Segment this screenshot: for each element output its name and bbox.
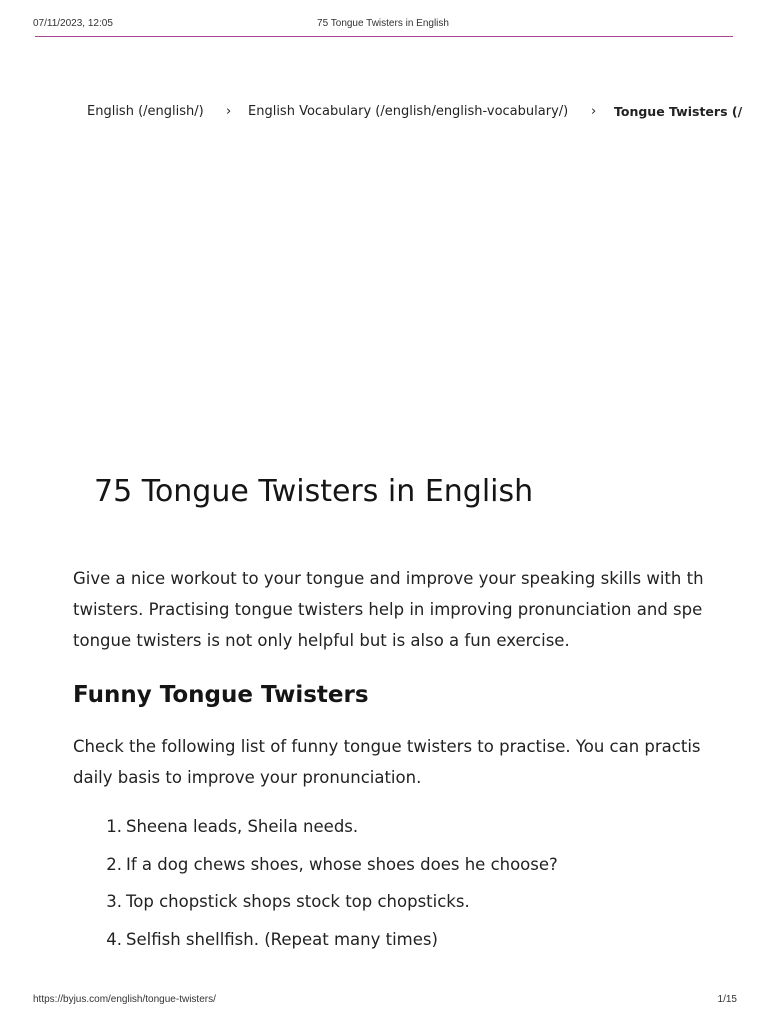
list-item-text: If a dog chews shoes, whose shoes does he choose? <box>126 854 558 874</box>
list-item-number: 4. <box>106 929 122 949</box>
intro-line: twisters. Practising tongue twisters help in improving pronunciation and spe <box>73 600 703 619</box>
list-item-text: Selfish shellfish. (Repeat many times) <box>126 929 438 949</box>
breadcrumb-chevron-icon: › <box>591 104 597 119</box>
print-page-number: 1/15 <box>717 994 737 1005</box>
breadcrumb-link-english-vocabulary[interactable]: English Vocabulary (/english/english-vocabulary/) <box>248 104 569 119</box>
header-divider <box>35 36 733 37</box>
list-item <box>73 814 768 852</box>
intro-line: tongue twisters is not only helpful but is also a fun exercise. <box>73 631 570 650</box>
print-datetime: 07/11/2023, 12:05 <box>33 18 113 29</box>
list-item-number: 2. <box>106 854 122 874</box>
list-item-number: 3. <box>106 892 122 911</box>
breadcrumb-chevron-icon: › <box>226 104 232 119</box>
intro-line: Give a nice workout to your tongue and improve your speaking skills with th <box>73 569 704 588</box>
breadcrumb-current-page[interactable]: Tongue Twisters (/ <box>614 104 743 119</box>
intro-paragraph <box>73 563 768 656</box>
print-document-title: 75 Tongue Twisters in English <box>317 18 449 29</box>
section-heading: Funny Tongue Twisters <box>73 682 369 708</box>
section-lead-line: Check the following list of funny tongue twisters to practise. You can practis <box>73 737 701 756</box>
section-lead-line: daily basis to improve your pronunciation. <box>73 768 422 787</box>
breadcrumb <box>87 104 768 124</box>
tongue-twister-list <box>73 814 768 964</box>
page-title: 75 Tongue Twisters in English <box>94 474 534 509</box>
list-item <box>73 927 768 965</box>
list-item-text: Sheena leads, Sheila needs. <box>126 817 359 836</box>
breadcrumb-link-english[interactable]: English (/english/) <box>87 104 204 119</box>
list-item-text: Top chopstick shops stock top chopsticks. <box>126 892 470 911</box>
print-header <box>33 18 733 32</box>
section-lead-paragraph <box>73 731 768 793</box>
print-footer <box>33 994 737 1008</box>
list-item <box>73 852 768 890</box>
print-footer-url: https://byjus.com/english/tongue-twisters/ <box>33 994 216 1005</box>
list-item-number: 1. <box>106 817 122 836</box>
list-item <box>73 889 768 927</box>
